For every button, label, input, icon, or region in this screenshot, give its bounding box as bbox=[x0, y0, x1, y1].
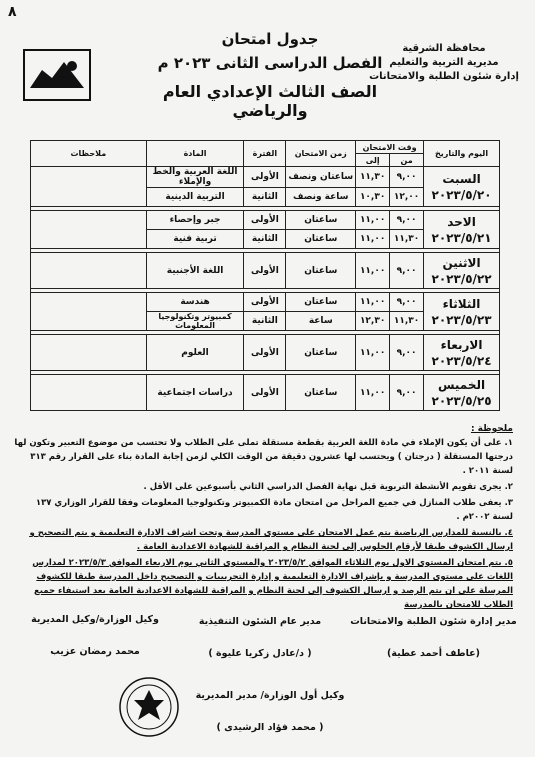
subject-cell: دراسات اجتماعية bbox=[146, 375, 244, 411]
signature-title: مدير إدارة شئون الطلبة والامتحانات bbox=[350, 616, 517, 627]
notes-title: ملحوظة : bbox=[470, 424, 513, 434]
period-cell: الأولى bbox=[244, 375, 286, 411]
from-cell: ١١,٣٠ bbox=[390, 230, 424, 249]
period-cell: الأولى bbox=[244, 211, 286, 230]
duration-cell: ساعتان bbox=[286, 375, 356, 411]
to-cell: ١١,٠٠ bbox=[356, 375, 390, 411]
duration-cell: ساعتان bbox=[286, 293, 356, 312]
grade-title: الصف الثالث الإعدادي العام والرياضي bbox=[162, 82, 378, 120]
from-cell: ٩,٠٠ bbox=[390, 211, 424, 230]
signature-name: ( محمد فؤاد الرشيدى ) bbox=[216, 722, 324, 733]
period-cell: الثانية bbox=[244, 312, 286, 331]
to-cell: ١١,٠٠ bbox=[356, 293, 390, 312]
duration-cell: ساعتان bbox=[286, 253, 356, 289]
header-day-date: اليوم والتاريخ bbox=[424, 141, 500, 167]
period-cell: الثانية bbox=[244, 188, 286, 207]
notes-cell bbox=[31, 293, 147, 331]
duration-cell: ساعة bbox=[286, 312, 356, 331]
duration-cell: ساعتان ونصف bbox=[286, 167, 356, 188]
subject-cell: كمبيوتر وتكنولوجيا المعلومات bbox=[146, 312, 244, 331]
signature-name: (عاطف أحمد عطية) bbox=[387, 648, 480, 659]
subject-cell: اللغة الأجنبية bbox=[146, 253, 244, 289]
note-item: ١. على أن يكون الإملاء في مادة اللغة العربية بقطعة مستقلة تملى على الطلاب ولا تحتسب من موضوع التعبير وتكون لها درجتها المستقلة ( درجتان ) ويحتسب لها عشرون دقيقة من الوقت الكلي لزمن إجابة المادة بناء على القرار رقم ٣١٣ لسنة ٢٠١١ . bbox=[14, 438, 513, 476]
ministry-logo-icon bbox=[22, 48, 92, 102]
from-cell: ٩,٠٠ bbox=[390, 335, 424, 371]
notes-cell bbox=[31, 375, 147, 411]
signature-block bbox=[180, 688, 360, 736]
subject-cell: العلوم bbox=[146, 335, 244, 371]
subject-cell: التربية الدينية bbox=[146, 188, 244, 207]
to-cell: ١١,٠٠ bbox=[356, 211, 390, 230]
notes-section bbox=[13, 422, 513, 614]
from-cell: ١١,٣٠ bbox=[390, 312, 424, 331]
day-cell: الخميس ٢٠٢٣/٥/٢٥ bbox=[424, 375, 500, 411]
header-period: الفترة bbox=[244, 141, 286, 167]
table-row bbox=[31, 253, 500, 289]
header-duration: زمن الامتحان bbox=[286, 141, 356, 167]
signature-name: محمد رمضان عزيب bbox=[50, 646, 140, 657]
signature-title: وكيل أول الوزارة/ مدير المديرية bbox=[195, 690, 345, 701]
subject-cell: هندسة bbox=[146, 293, 244, 312]
table-row bbox=[31, 211, 500, 230]
table-row bbox=[31, 375, 500, 411]
day-cell: الاربعاء ٢٠٢٣/٥/٢٤ bbox=[424, 335, 500, 371]
notes-cell bbox=[31, 335, 147, 371]
schedule-heading bbox=[140, 30, 400, 120]
subject-cell: جبر وإحصاء bbox=[146, 211, 244, 230]
from-cell: ٩,٠٠ bbox=[390, 253, 424, 289]
page-number: ٨ bbox=[8, 4, 17, 20]
from-cell: ٩,٠٠ bbox=[390, 293, 424, 312]
period-cell: الثانية bbox=[244, 230, 286, 249]
duration-cell: ساعة ونصف bbox=[286, 188, 356, 207]
header-to: إلى bbox=[356, 154, 390, 167]
schedule-title: جدول امتحان bbox=[221, 30, 319, 48]
note-item: ٥. يتم امتحان المستوى الاول يوم الثلاثاء الموافق ٢٠٢٣/٥/٢ والمستوى الثاني يوم الاربعاء الموافق ٢٠٢٣/٥/٣ لمدارس اللغات على مستوى المدرسة و بإشراف الادارة التعليمية و إدارة التجريبيات و التصحيح داخل المدرسة طبقا للكشوف المرسلة على ان يتم الرصد و ارسال الكشوف إلى لجنة النظام و المراقبة للشهادة الاعدادية العامة بعد استيفاء جميع الطلاب للامتحان بالمدرسة bbox=[32, 558, 513, 610]
from-cell: ٩,٠٠ bbox=[390, 167, 424, 188]
header-subject: المادة bbox=[146, 141, 244, 167]
directorate-label: مديرية التربية والتعليم bbox=[389, 57, 499, 68]
header-notes: ملاحظات bbox=[31, 141, 147, 167]
to-cell: ١١,٣٠ bbox=[356, 167, 390, 188]
period-cell: الأولى bbox=[244, 253, 286, 289]
header-exam-time: وقت الامتحان bbox=[356, 141, 424, 154]
term-title: الفصل الدراسى الثانى ٢٠٢٣ م bbox=[157, 54, 383, 72]
day-cell: الاحد ٢٠٢٣/٥/٢١ bbox=[424, 211, 500, 249]
notes-cell bbox=[31, 167, 147, 207]
to-cell: ١١,٠٠ bbox=[356, 253, 390, 289]
notes-cell bbox=[31, 211, 147, 249]
signature-name: ( د/عادل زكريا عليوة ) bbox=[208, 648, 312, 659]
subject-cell: اللغة العربية والخط والإملاء bbox=[146, 167, 244, 188]
subject-cell: تربية فنية bbox=[146, 230, 244, 249]
duration-cell: ساعتان bbox=[286, 230, 356, 249]
signature-block bbox=[10, 612, 180, 660]
signature-block bbox=[180, 614, 340, 662]
note-item: ٤. بالنسبة للمدارس الرياضية يتم عمل الامتحان على مستوى المدرسة وتحت اشراف الادارة التعليمية و يتم التصحيح و ارسال الكشوف طبقا لأرقام الجلوس إلى لجنة النظام و المراقبة للشهادة الاعدادية العامة . bbox=[29, 528, 513, 552]
table-row bbox=[31, 335, 500, 371]
header-from: من bbox=[390, 154, 424, 167]
period-cell: الأولى bbox=[244, 167, 286, 188]
eagle-seal-icon bbox=[118, 676, 180, 738]
table-row bbox=[31, 293, 500, 312]
governorate-label: محافظة الشرقية bbox=[402, 43, 486, 54]
to-cell: ١٢,٣٠ bbox=[356, 312, 390, 331]
note-item: ٢. يجرى تقويم الأنشطة التربوية قبل نهاية الفصل الدراسي الثاني بأسبوعين على الأقل . bbox=[143, 482, 513, 492]
signature-title: مدير عام الشئون التنفيذية bbox=[198, 616, 322, 627]
from-cell: ١٢,٠٠ bbox=[390, 188, 424, 207]
signature-title: وكيل الوزارة/وكيل المديرية bbox=[31, 614, 159, 625]
period-cell: الأولى bbox=[244, 293, 286, 312]
day-cell: الاثنين ٢٠٢٣/٥/٢٢ bbox=[424, 253, 500, 289]
from-cell: ٩,٠٠ bbox=[390, 375, 424, 411]
duration-cell: ساعتان bbox=[286, 211, 356, 230]
period-cell: الأولى bbox=[244, 335, 286, 371]
department-label: إدارة شئون الطلبة والامتحانات bbox=[369, 71, 519, 82]
signature-block bbox=[346, 614, 521, 662]
exam-table bbox=[30, 140, 500, 411]
to-cell: ١١,٠٠ bbox=[356, 335, 390, 371]
note-item: ٣. يعفى طلاب المنازل في جميع المراحل من امتحان مادة الكمبيوتر وتكنولوجيا المعلومات وفقا للقرار الوزاري ١٣٧ لسنة ٢٠٠٢م . bbox=[35, 498, 513, 522]
to-cell: ١٠,٣٠ bbox=[356, 188, 390, 207]
day-cell: السبت ٢٠٢٣/٥/٢٠ bbox=[424, 167, 500, 207]
notes-cell bbox=[31, 253, 147, 289]
duration-cell: ساعتان bbox=[286, 335, 356, 371]
table-row bbox=[31, 167, 500, 188]
to-cell: ١١,٠٠ bbox=[356, 230, 390, 249]
day-cell: الثلاثاء ٢٠٢٣/٥/٢٣ bbox=[424, 293, 500, 331]
